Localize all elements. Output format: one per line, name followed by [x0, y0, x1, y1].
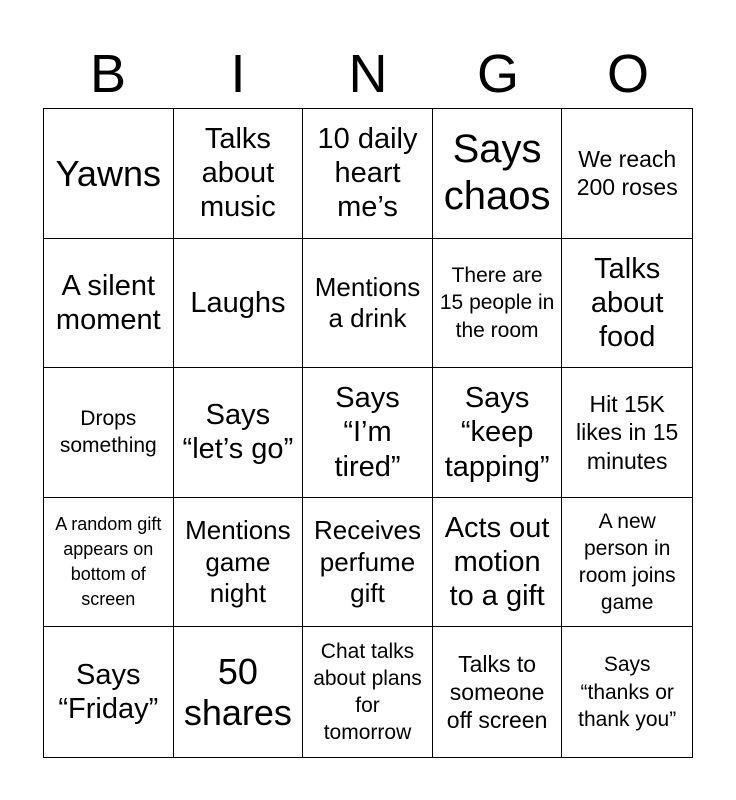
bingo-cell[interactable]: Says “I’m tired”: [303, 368, 433, 498]
bingo-cell[interactable]: Says “Friday”: [44, 627, 174, 757]
bingo-cell[interactable]: Says “let’s go”: [174, 368, 304, 498]
bingo-cell[interactable]: Drops something: [44, 368, 174, 498]
bingo-cell[interactable]: Says “thanks or thank you”: [578, 653, 677, 731]
bingo-cell[interactable]: A silent moment: [44, 239, 174, 369]
header-letter-i: I: [230, 44, 246, 104]
bingo-cell[interactable]: Talks to someone off screen: [433, 627, 563, 757]
bingo-cell[interactable]: 10 daily heart me’s: [303, 109, 433, 239]
bingo-cell[interactable]: Chat talks about plans for tomorrow: [303, 627, 433, 757]
bingo-cell[interactable]: Acts out motion to a gift: [433, 498, 563, 628]
header-letter-n: N: [348, 44, 388, 104]
bingo-header: [43, 40, 693, 108]
bingo-cell[interactable]: 50 shares: [174, 627, 304, 757]
header-letter-g: G: [476, 44, 519, 104]
bingo-cell[interactable]: Says chaos: [433, 109, 563, 239]
bingo-cell[interactable]: A random gift appears on bottom of screen: [44, 498, 174, 628]
bingo-cell[interactable]: Says “keep tapping”: [433, 368, 563, 498]
header-letter-b: B: [89, 44, 127, 104]
bingo-cell[interactable]: Talks about music: [174, 109, 304, 239]
bingo-cell[interactable]: Mentions a drink: [303, 239, 433, 369]
bingo-cell[interactable]: Talks about food: [562, 239, 692, 369]
bingo-cell[interactable]: We reach 200 roses: [562, 109, 692, 239]
bingo-cell[interactable]: Laughs: [174, 239, 304, 369]
header-letter-o: O: [606, 44, 649, 104]
bingo-cell[interactable]: Receives perfume gift: [303, 498, 433, 628]
bingo-cell[interactable]: Mentions game night: [174, 498, 304, 628]
bingo-cell[interactable]: Hit 15K likes in 15 minutes: [562, 368, 692, 498]
bingo-cell[interactable]: Yawns: [44, 109, 174, 239]
bingo-cell[interactable]: A new person in room joins game: [562, 498, 692, 628]
bingo-cell[interactable]: There are 15 people in the room: [433, 239, 563, 369]
bingo-board: [43, 108, 693, 758]
